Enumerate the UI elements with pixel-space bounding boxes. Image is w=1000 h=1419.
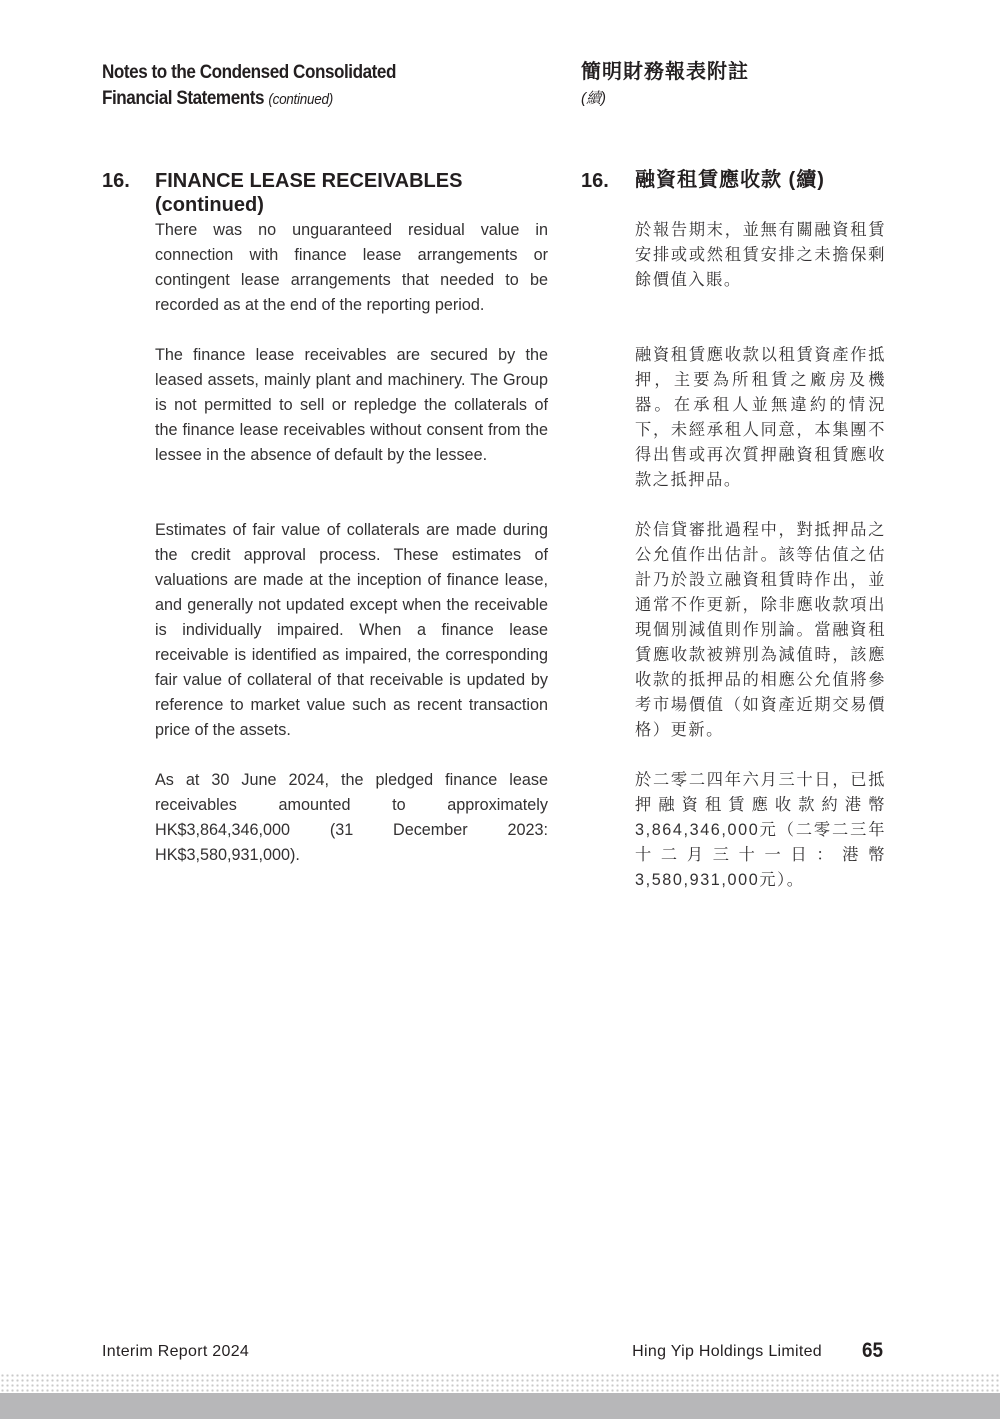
header-title-line2 <box>102 86 462 113</box>
page-number: 65 <box>862 1339 884 1362</box>
paragraph-zh-2: 融資租賃應收款以租賃資產作抵押，主要為所租賃之廠房及機器。在承租人並無違約的情況下，未經承租人同意，本集團不得出售或再次質押融資租賃應收款之抵押品。 <box>635 346 886 489</box>
paragraph-en-2: The finance lease receivables are secured by the leased assets, mainly plant and machinery. The Group is not permitted to sell or repledge the collaterals of the finance lease receivables without consent from the lessee in the absence of default by the lessee. <box>155 346 548 464</box>
paragraph-zh-2-block <box>635 343 886 493</box>
paragraph-zh-1-block <box>635 218 886 293</box>
running-header-en <box>102 60 502 113</box>
header-continued-en: (continued) <box>268 91 333 108</box>
paragraph-en-3-block <box>155 518 548 743</box>
dotted-footer-band <box>0 1373 1000 1393</box>
paragraph-zh-4: 於二零二四年六月三十日，已抵押融資租賃應收款約港幣3,864,346,000元（二零二三年十二月三十一日：港幣3,580,931,000元）。 <box>635 771 886 889</box>
section-title-en-line1: FINANCE LEASE RECEIVABLES <box>155 170 463 192</box>
paragraph-en-4-block <box>155 768 548 868</box>
footer-grey-bar <box>0 1393 1000 1419</box>
footer-company-name: Hing Yip Holdings Limited <box>632 1343 822 1360</box>
paragraph-en-2-block <box>155 343 548 468</box>
section-number-en: 16. <box>102 170 130 192</box>
paragraph-zh-4-block <box>635 768 886 893</box>
header-title-line1: Notes to the Condensed Consolidated <box>102 62 396 83</box>
footer-report-name: Interim Report 2024 <box>102 1343 250 1360</box>
paragraph-en-3: Estimates of fair value of collaterals are made during the credit approval process. These estimates of valuations are made at the inception of finance lease, and generally not updated except when the receivable is individually impaired. When a finance lease receivable is identified as impaired, the corresponding fair value of collateral of that receivable is updated by reference to market value such as recent transaction price of the assets. <box>155 521 548 739</box>
paragraph-en-4: As at 30 June 2024, the pledged finance lease receivables amounted to approximately HK$3,864,346,000 (31 December 2023: HK$3,580,931,000). <box>155 771 548 864</box>
header-title-zh: 簡明財務報表附註 <box>581 61 749 83</box>
header-continued-zh: (續) <box>581 90 606 107</box>
paragraph-zh-3-block <box>635 518 886 743</box>
header-title-line2-text: Financial Statements <box>102 88 265 109</box>
paragraph-en-1-block <box>155 218 548 318</box>
paragraph-en-1: There was no unguaranteed residual value in connection with finance lease arrangements or contingent lease arrangements that needed to be recorded as at the end of the reporting period. <box>155 221 548 314</box>
section-title-zh: 融資租賃應收款 (續) <box>635 169 825 191</box>
section-title-en-line2: (continued) <box>155 194 264 216</box>
running-header-zh <box>581 58 881 112</box>
paragraph-zh-1: 於報告期末，並無有關融資租賃安排或或然租賃安排之未擔保剩餘價值入賬。 <box>635 221 886 289</box>
paragraph-zh-3: 於信貸審批過程中，對抵押品之公允值作出估計。該等估值之估計乃於設立融資租賃時作出，並通常不作更新，除非應收款項出現個別減值則作別論。當融資租賃應收款被辨別為減值時，該應收款的抵押品的相應公允值將參考市場價值（如資產近期交易價格）更新。 <box>635 521 886 739</box>
section-number-zh: 16. <box>581 170 609 192</box>
section-title-en <box>155 169 555 217</box>
